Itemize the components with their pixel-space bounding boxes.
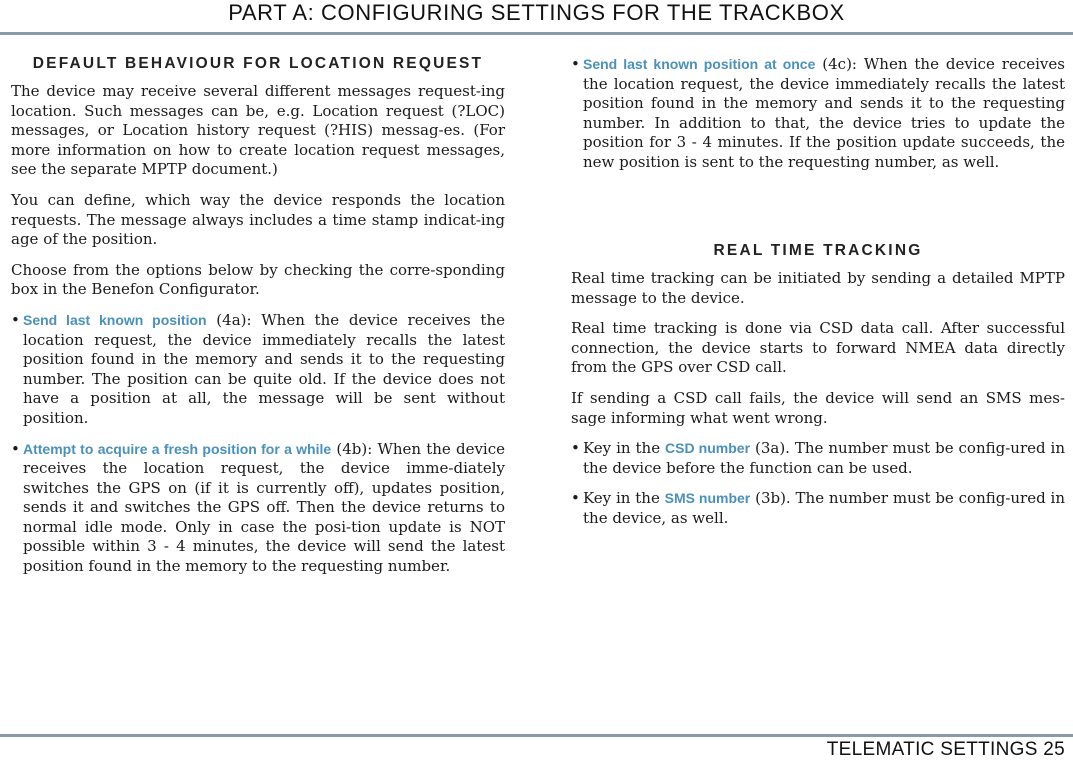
section-heading-real-time-tracking: REAL TIME TRACKING [713,242,923,259]
bullet-icon: • [11,439,20,458]
paragraph: Choose from the options below by checking the corre-sponding box in the Benefon Configurator. [11,260,505,299]
bullet-text: Attempt to acquire a fresh position for a while (4b): When the device receives the location request, the device imme-diately switches the GPS on (if it is currently off), updates position, sends it and switches the GPS off. Then the device returns to normal idle mode. Only in case the posi-tion update is NOT possible within 3 - 4 minutes, the device will send the latest position found in the memory to the requesting number. [23,439,505,576]
paragraph: Real time tracking can be initiated by sending a detailed MPTP message to the device. [571,269,1065,307]
page-header-title: PART A: CONFIGURING SETTINGS FOR THE TRACKBOX [228,0,845,25]
paragraph: If sending a CSD call fails, the device will send an SMS mes-sage informing what went wrong. [571,388,1065,427]
paragraph: The device may receive several different messages request-ing location. Such messages can be, e.g. Location request (?LOC) messages, or Location history request (?HIS) messag-es. (For more information on how to create location request messages, see the separate MPTP document.) [11,82,505,179]
bullet-text: Send last known position at once (4c): When the device receives the location request, the device immediately recalls the latest position found in the memory and sends it to the requesting number. In addition to that, the device tries to update the position for 3 - 4 minutes. If the position update succeeds, the new position is sent to the requesting number, as well. [583,55,1065,171]
section-heading-default-behaviour: DEFAULT BEHAVIOUR FOR LOCATION REQUEST [32,55,484,72]
bullet-icon: • [571,439,580,458]
right-column-bottom [571,240,1065,529]
field-label-sms-number: SMS number [664,490,751,507]
paragraph: Real time tracking is done via CSD data call. After successful connection, the device starts to forward NMEA data directly from the GPS over CSD call. [571,319,1065,377]
bullet-item [571,439,1065,478]
footer-rule [0,734,1073,737]
left-column [11,53,505,577]
option-label: Attempt to acquire a fresh position for a while [23,440,332,457]
bullet-item [11,311,505,429]
option-label: Send last known position at once [583,56,816,72]
bullet-text: Key in the CSD number (3a). The number must be config-ured in the device before the function can be used. [583,439,1066,477]
bullet-text: Key in the SMS number (3b). The number must be config-ured in the device, as well. [583,489,1065,527]
bullet-text: Send last known position (4a): When the device receives the location request, the device immediately recalls the latest position found in the memory and sends it to the requesting number. The position can be quite old. If the device does not have a position at all, the message will be sent without position. [23,310,505,427]
right-column-top [571,55,1065,173]
header-rule [0,32,1073,35]
paragraph: You can define, which way the device responds the location requests. The message always includes a time stamp indicat-ing age of the position. [11,190,505,249]
page-footer: TELEMATIC SETTINGS 25 [826,739,1065,760]
bullet-icon: • [11,310,20,329]
bullet-icon: • [571,55,580,73]
bullet-icon: • [571,489,580,508]
field-label-csd-number: CSD number [665,440,751,457]
bullet-item [11,440,505,577]
bullet-item [571,489,1065,528]
bullet-item [571,55,1065,173]
option-label: Send last known position [23,311,207,328]
